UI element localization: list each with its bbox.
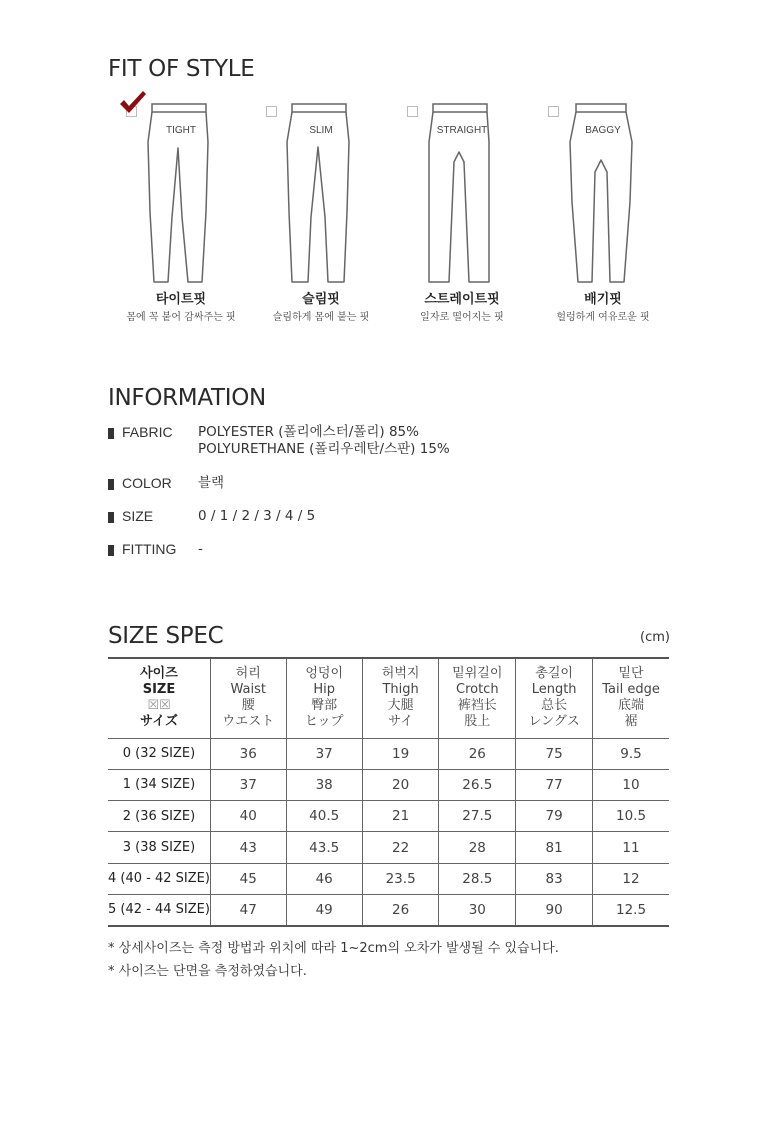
header-en: Waist (230, 682, 266, 698)
table-row (108, 769, 669, 800)
info-label: FABRIC (122, 424, 173, 440)
measurement-cell: 10.5 (593, 801, 669, 832)
info-label: SIZE (122, 508, 154, 524)
information-title: INFORMATION (108, 385, 266, 411)
measurement-cell: 43 (210, 832, 286, 863)
fit-option-slim[interactable] (248, 90, 388, 330)
size-label-cell: 2 (36 SIZE) (108, 801, 210, 832)
header-jp: サイズ (139, 714, 178, 730)
header-jp: 股上 (464, 714, 491, 730)
info-value: 블랙 (198, 475, 225, 491)
measurement-cell: 27.5 (439, 801, 516, 832)
header-kr: 밑단 (618, 666, 644, 682)
fit-label-en: SLIM (309, 125, 333, 136)
table-header-row (108, 658, 669, 738)
measurement-cell: 81 (516, 832, 593, 863)
header-kr: 허벅지 (381, 666, 420, 682)
fit-label-en: BAGGY (585, 125, 621, 136)
header-kr: 엉덩이 (305, 666, 344, 682)
measurement-cell: 12.5 (593, 894, 669, 925)
fit-description: 일자로 떨어지는 핏 (420, 312, 504, 323)
size-label-cell: 5 (42 - 44 SIZE) (108, 894, 210, 925)
bullet-icon (108, 428, 114, 439)
measurement-cell: 37 (210, 769, 286, 800)
measurement-cell: 36 (210, 738, 286, 769)
header-cn: ☒☒ (147, 698, 171, 714)
bullet-icon (108, 479, 114, 490)
info-value: 0 / 1 / 2 / 3 / 4 / 5 (198, 508, 316, 524)
fit-description: 몸에 꼭 붙어 감싸주는 핏 (126, 312, 236, 323)
measurement-cell: 77 (516, 769, 593, 800)
measurement-cell: 40.5 (286, 801, 362, 832)
header-cn: 总长 (541, 698, 568, 714)
measurement-cell: 46 (286, 863, 362, 894)
measurement-cell: 47 (210, 894, 286, 925)
header-kr: 사이즈 (140, 666, 178, 682)
fit-checkbox[interactable] (548, 106, 559, 117)
size-note: * 사이즈는 단면을 측정하였습니다. (108, 964, 307, 979)
header-length (516, 658, 593, 738)
measurement-cell: 26 (439, 738, 516, 769)
header-jp: サイ (388, 714, 414, 730)
measurement-cell: 10 (593, 769, 669, 800)
bullet-icon (108, 545, 114, 556)
fit-checkbox[interactable] (407, 106, 418, 117)
info-label: FITTING (122, 541, 177, 557)
measurement-cell: 23.5 (362, 863, 439, 894)
fit-checkbox[interactable] (266, 106, 277, 117)
size-label-cell: 3 (38 SIZE) (108, 832, 210, 863)
measurement-cell: 43.5 (286, 832, 362, 863)
size-note: * 상세사이즈는 측정 방법과 위치에 따라 1~2cm의 오차가 발생될 수 있습니다. (108, 941, 559, 956)
header-cn: 底端 (618, 698, 645, 714)
header-cn: 腰 (241, 698, 255, 714)
measurement-cell: 9.5 (593, 738, 669, 769)
measurement-cell: 83 (516, 863, 593, 894)
measurement-cell: 45 (210, 863, 286, 894)
bullet-icon (108, 512, 114, 523)
measurement-cell: 49 (286, 894, 362, 925)
fit-description: 헐렁하게 여유로운 핏 (556, 312, 650, 323)
size-spec-title: SIZE SPEC (108, 623, 224, 649)
table-row (108, 832, 669, 863)
measurement-cell: 28 (439, 832, 516, 863)
size-spec-table (108, 657, 669, 927)
measurement-cell: 90 (516, 894, 593, 925)
measurement-cell: 22 (362, 832, 439, 863)
info-value: - (198, 541, 203, 557)
fit-description: 슬림하게 몸에 붙는 핏 (272, 312, 370, 323)
measurement-cell: 19 (362, 738, 439, 769)
fit-label-kr: 스트레이트핏 (424, 292, 500, 307)
checkmark-icon (118, 90, 148, 116)
fit-of-style-title: FIT OF STYLE (108, 56, 255, 82)
info-value (198, 424, 450, 458)
info-label: COLOR (122, 475, 172, 491)
fit-option-straight[interactable] (389, 90, 529, 330)
header-size (108, 658, 210, 738)
table-row (108, 738, 669, 769)
header-jp: ヒップ (304, 714, 344, 730)
fit-label-kr: 타이트핏 (155, 292, 207, 307)
header-jp: ウエスト (222, 714, 275, 730)
measurement-cell: 28.5 (439, 863, 516, 894)
fit-option-tight[interactable] (108, 90, 248, 330)
measurement-cell: 26.5 (439, 769, 516, 800)
header-en: Length (531, 682, 577, 698)
header-waist (210, 658, 286, 738)
measurement-cell: 38 (286, 769, 362, 800)
measurement-cell: 11 (593, 832, 669, 863)
header-crotch (439, 658, 516, 738)
header-tail-edge (593, 658, 669, 738)
header-en: Crotch (456, 682, 499, 698)
header-hip (286, 658, 362, 738)
measurement-cell: 21 (362, 801, 439, 832)
measurement-cell: 75 (516, 738, 593, 769)
fit-label-kr: 배기핏 (584, 292, 622, 307)
header-en: Tail edge (602, 682, 660, 698)
header-kr: 허리 (235, 666, 261, 682)
header-en: SIZE (142, 682, 176, 698)
header-cn: 臀部 (311, 698, 338, 714)
header-en: Thigh (382, 682, 419, 698)
measurement-cell: 40 (210, 801, 286, 832)
measurement-cell: 30 (439, 894, 516, 925)
size-label-cell: 0 (32 SIZE) (108, 738, 210, 769)
info-value-line: POLYESTER (폴리에스터/폴리) 85% (198, 424, 419, 440)
header-jp: 裾 (624, 714, 638, 730)
measurement-cell: 20 (362, 769, 439, 800)
table-row (108, 894, 669, 925)
fit-option-baggy[interactable] (530, 90, 670, 330)
fit-label-en: STRAIGHT (436, 125, 488, 136)
header-thigh (362, 658, 439, 738)
info-value-line: POLYURETHANE (폴리우레탄/스판) 15% (198, 441, 450, 457)
header-kr: 총길이 (535, 666, 573, 682)
fit-label-en: TIGHT (166, 125, 196, 136)
header-cn: 裤裆长 (457, 698, 497, 714)
header-cn: 大腿 (387, 698, 414, 714)
measurement-cell: 12 (593, 863, 669, 894)
measurement-cell: 79 (516, 801, 593, 832)
measurement-cell: 26 (362, 894, 439, 925)
measurement-cell: 37 (286, 738, 362, 769)
unit-label: (cm) (640, 630, 670, 645)
fit-label-kr: 슬림핏 (302, 292, 340, 307)
size-label-cell: 1 (34 SIZE) (108, 769, 210, 800)
size-label-cell: 4 (40 - 42 SIZE) (108, 863, 210, 894)
table-row (108, 801, 669, 832)
header-jp: レングス (528, 714, 580, 730)
table-row (108, 863, 669, 894)
header-kr: 밑위길이 (452, 666, 503, 682)
header-en: Hip (313, 682, 335, 698)
